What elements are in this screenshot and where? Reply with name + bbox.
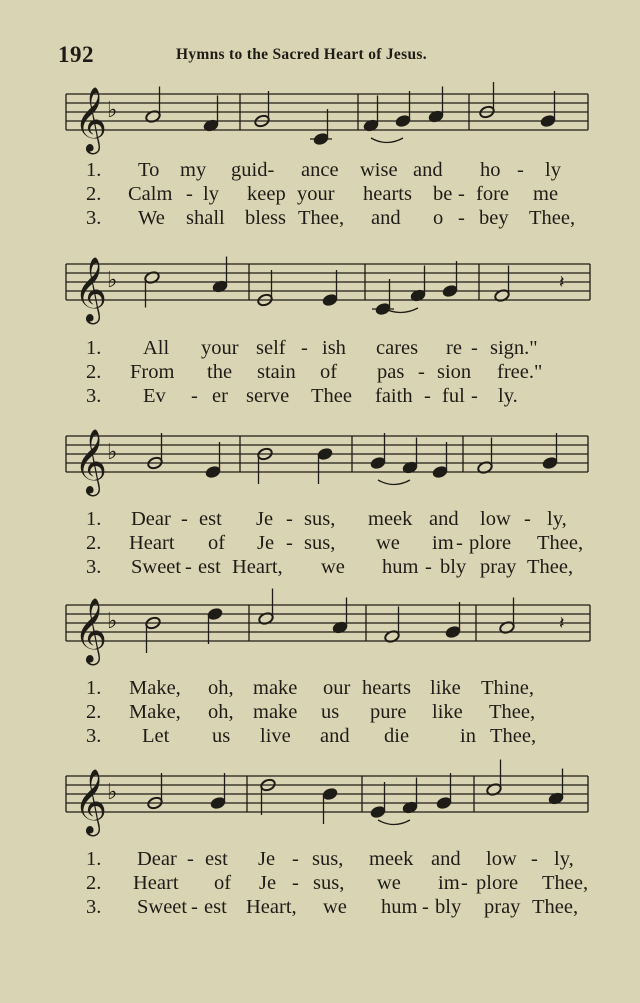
slur [378, 480, 410, 485]
verse-number: 2. [86, 532, 102, 554]
syllable: us [212, 725, 231, 747]
lyric-verse-1 [0, 336, 640, 360]
rest-icon: 𝄽 [559, 272, 565, 293]
syllable: keep [247, 183, 286, 205]
quarter-note [375, 302, 392, 316]
syllable: Je [257, 532, 275, 554]
syllable: like [432, 701, 463, 723]
syllable: Dear [131, 508, 171, 530]
syllable: stain [257, 361, 296, 383]
lyric-verse-2 [0, 182, 640, 206]
syllable-hyphen: - [292, 848, 299, 870]
lyric-verse-1 [0, 158, 640, 182]
syllable-hyphen: - [458, 207, 465, 229]
lyric-verse-2 [0, 700, 640, 724]
syllable-hyphen: - [286, 532, 293, 554]
syllable: plore [476, 872, 519, 894]
verse-number: 1. [86, 677, 102, 699]
verse-number: 3. [86, 385, 102, 407]
syllable: meek [368, 508, 413, 530]
slur [378, 820, 410, 825]
syllable: est [204, 896, 227, 918]
lyric-verse-2 [0, 360, 640, 384]
quarter-note [317, 447, 334, 461]
syllable: Thee, [532, 896, 579, 918]
syllable: pure [370, 701, 407, 723]
syllable: die [384, 725, 410, 747]
flat-icon: ♭ [107, 780, 118, 805]
lyric-verse-3 [0, 895, 640, 919]
quarter-note [370, 456, 387, 470]
lyric-verse-1 [0, 847, 640, 871]
syllable: low [480, 508, 511, 530]
syllable: we [377, 872, 401, 894]
verse-number: 3. [86, 725, 102, 747]
lyrics-5 [0, 847, 640, 919]
syllable: ish [322, 337, 346, 359]
syllable: pray [480, 556, 517, 578]
verse-number: 2. [86, 361, 102, 383]
syllable: faith [375, 385, 413, 407]
syllable: ly. [498, 385, 518, 407]
lyrics-4 [0, 676, 640, 748]
syllable: bly [435, 896, 462, 918]
syllable: hearts [363, 183, 412, 205]
verse-number: 1. [86, 508, 102, 530]
syllable: Heart [129, 532, 175, 554]
quarter-note [432, 465, 449, 479]
syllable: self [256, 337, 286, 359]
syllable: we [323, 896, 347, 918]
syllable: our [323, 677, 351, 699]
syllable: sign." [490, 337, 538, 359]
syllable-hyphen: - [191, 896, 198, 918]
syllable: the [207, 361, 233, 383]
syllable: Thee, [527, 556, 574, 578]
quarter-note [540, 114, 557, 128]
syllable: guid- [231, 159, 275, 181]
syllable: ance [301, 159, 339, 181]
syllable: we [321, 556, 345, 578]
syllable: Thee, [298, 207, 345, 229]
syllable: Heart [133, 872, 179, 894]
syllable: sion [437, 361, 472, 383]
quarter-note [436, 796, 453, 810]
syllable: oh, [208, 677, 234, 699]
syllable: ho [480, 159, 501, 181]
flat-icon: ♭ [107, 268, 118, 293]
verse-number: 2. [86, 701, 102, 723]
treble-clef-icon: 𝄞 [74, 598, 108, 663]
syllable: in [460, 725, 476, 747]
syllable: Je [259, 872, 277, 894]
syllable-hyphen: - [185, 556, 192, 578]
syllable: Je [258, 848, 276, 870]
quarter-note [205, 465, 222, 479]
syllable: ly, [554, 848, 574, 870]
syllable: sus, [304, 508, 336, 530]
syllable: like [430, 677, 461, 699]
syllable: cares [376, 337, 419, 359]
syllable: your [297, 183, 335, 205]
treble-clef-icon: 𝄞 [74, 257, 108, 322]
verse-number: 1. [86, 337, 102, 359]
syllable: Thee [311, 385, 352, 407]
syllable-hyphen: - [517, 159, 524, 181]
syllable-hyphen: - [456, 532, 463, 554]
syllable: oh, [208, 701, 234, 723]
syllable: meek [369, 848, 414, 870]
treble-clef-icon: 𝄞 [74, 769, 108, 834]
page-number: 192 [58, 42, 94, 67]
syllable-hyphen: - [418, 361, 425, 383]
syllable: and [371, 207, 401, 229]
syllable: bly [440, 556, 467, 578]
syllable: pray [484, 896, 521, 918]
syllable: est [198, 556, 221, 578]
syllable-hyphen: - [461, 872, 468, 894]
syllable: To [138, 159, 160, 181]
syllable: Sweet [137, 896, 188, 918]
lyrics-1 [0, 158, 640, 230]
syllable: shall [186, 207, 225, 229]
syllable: Sweet [131, 556, 182, 578]
lyric-verse-1 [0, 507, 640, 531]
syllable-hyphen: - [422, 896, 429, 918]
syllable: hum [381, 896, 418, 918]
quarter-note [542, 456, 559, 470]
syllable: sus, [304, 532, 336, 554]
syllable: ful [442, 385, 465, 407]
verse-number: 3. [86, 896, 102, 918]
quarter-note [322, 787, 339, 801]
syllable: me [533, 183, 559, 205]
syllable: er [212, 385, 228, 407]
lyric-verse-1 [0, 676, 640, 700]
flat-icon: ♭ [107, 98, 118, 123]
syllable: Make, [129, 701, 181, 723]
syllable-hyphen: - [301, 337, 308, 359]
syllable-hyphen: - [187, 848, 194, 870]
syllable: hearts [362, 677, 411, 699]
flat-icon: ♭ [107, 440, 118, 465]
syllable: Calm [128, 183, 173, 205]
syllable: free." [497, 361, 543, 383]
syllable: wise [360, 159, 398, 181]
syllable: Thee, [529, 207, 576, 229]
syllable-hyphen: - [286, 508, 293, 530]
syllable: o [433, 207, 444, 229]
syllable: live [260, 725, 291, 747]
syllable: Thee, [490, 725, 537, 747]
syllable: hum [382, 556, 419, 578]
syllable: We [138, 207, 165, 229]
syllable: and [431, 848, 461, 870]
syllable: we [376, 532, 400, 554]
syllable: sus, [312, 848, 344, 870]
syllable: of [214, 872, 232, 894]
quarter-note [442, 284, 459, 298]
syllable: ly [545, 159, 561, 181]
treble-clef-icon: 𝄞 [74, 87, 108, 152]
syllable: Thee, [489, 701, 536, 723]
syllable-hyphen: - [292, 872, 299, 894]
syllable: Heart, [246, 896, 297, 918]
syllable: and [320, 725, 350, 747]
syllable: Make, [129, 677, 181, 699]
lyrics-3 [0, 507, 640, 579]
lyric-verse-3 [0, 384, 640, 408]
syllable: be [433, 183, 453, 205]
syllable: of [320, 361, 338, 383]
syllable: bey [479, 207, 509, 229]
treble-clef-icon: 𝄞 [74, 429, 108, 494]
syllable-hyphen: - [186, 183, 193, 205]
quarter-note [370, 805, 387, 819]
quarter-note [207, 607, 224, 621]
flat-icon: ♭ [107, 609, 118, 634]
syllable: est [205, 848, 228, 870]
verse-number: 3. [86, 207, 102, 229]
syllable: All [143, 337, 170, 359]
lyric-verse-3 [0, 206, 640, 230]
syllable: Je [256, 508, 274, 530]
page-header [0, 40, 640, 70]
syllable: im [438, 872, 460, 894]
verse-number: 3. [86, 556, 102, 578]
syllable-hyphen: - [531, 848, 538, 870]
quarter-note [395, 114, 412, 128]
lyric-verse-3 [0, 724, 640, 748]
syllable: pas [377, 361, 405, 383]
syllable-hyphen: - [458, 183, 465, 205]
syllable: im [432, 532, 454, 554]
rest-icon: 𝄽 [559, 613, 565, 634]
lyric-verse-2 [0, 871, 640, 895]
syllable: bless [245, 207, 286, 229]
quarter-note [210, 796, 227, 810]
syllable: my [180, 159, 207, 181]
syllable: of [208, 532, 226, 554]
running-title: Hymns to the Sacred Heart of Jesus. [176, 46, 427, 63]
syllable: and [429, 508, 459, 530]
syllable: your [201, 337, 239, 359]
quarter-note [313, 132, 330, 146]
syllable: re [446, 337, 462, 359]
syllable: ly [203, 183, 219, 205]
syllable-hyphen: - [425, 556, 432, 578]
syllable: Thine, [481, 677, 534, 699]
syllable-hyphen: - [524, 508, 531, 530]
syllable: est [199, 508, 222, 530]
syllable-hyphen: - [424, 385, 431, 407]
lyrics-2 [0, 336, 640, 408]
verse-number: 2. [86, 183, 102, 205]
syllable: Thee, [542, 872, 589, 894]
syllable: Thee, [537, 532, 584, 554]
syllable-hyphen: - [191, 385, 198, 407]
syllable: Ev [143, 385, 166, 407]
quarter-note [322, 293, 339, 307]
syllable: From [130, 361, 175, 383]
syllable-hyphen: - [471, 337, 478, 359]
lyric-verse-2 [0, 531, 640, 555]
slur [371, 138, 403, 143]
syllable: Dear [137, 848, 177, 870]
syllable: low [486, 848, 517, 870]
syllable: us [321, 701, 340, 723]
quarter-note [445, 625, 462, 639]
syllable: serve [246, 385, 290, 407]
syllable: Let [142, 725, 170, 747]
verse-number: 1. [86, 848, 102, 870]
syllable: Heart, [232, 556, 283, 578]
syllable: make [253, 677, 298, 699]
syllable-hyphen: - [181, 508, 188, 530]
lyric-verse-3 [0, 555, 640, 579]
syllable: fore [476, 183, 510, 205]
verse-number: 2. [86, 872, 102, 894]
syllable: sus, [313, 872, 345, 894]
syllable: ly, [547, 508, 567, 530]
syllable: plore [469, 532, 512, 554]
syllable: make [253, 701, 298, 723]
syllable-hyphen: - [471, 385, 478, 407]
verse-number: 1. [86, 159, 102, 181]
syllable: and [413, 159, 443, 181]
